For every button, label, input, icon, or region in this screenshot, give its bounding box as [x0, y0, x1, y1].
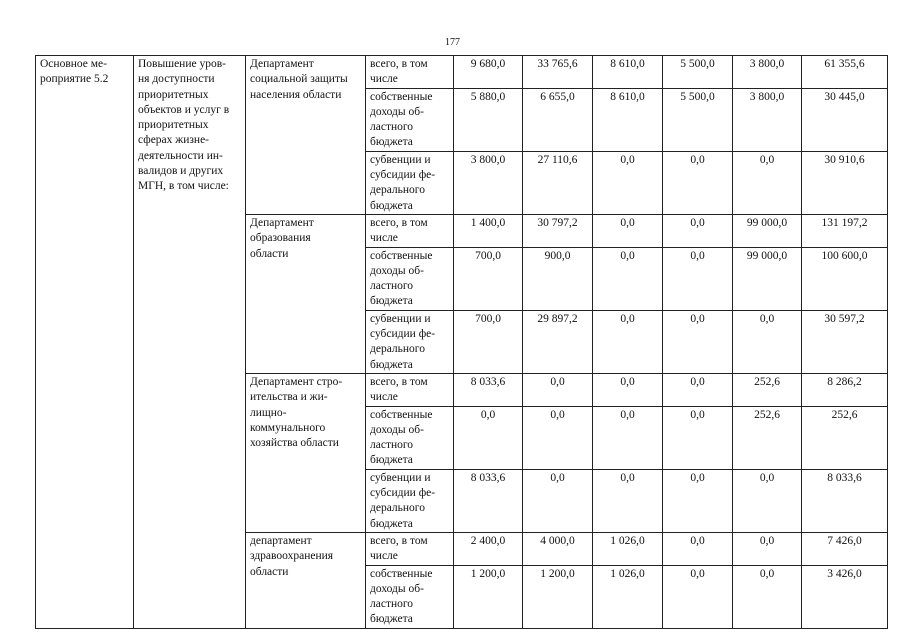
amount-cell: 6 655,0: [523, 88, 593, 151]
amount-cell: 30 910,6: [802, 151, 888, 214]
amount-cell: 0,0: [593, 151, 663, 214]
amount-cell: 0,0: [663, 406, 733, 469]
amount-cell: 30 597,2: [802, 310, 888, 373]
budget-table-body: [36, 56, 888, 629]
department-name-cell: Департамент стро- ительства и жи- лищно- коммунального хозяйства области: [246, 373, 366, 532]
amount-cell: 8 033,6: [454, 469, 523, 532]
amount-cell: 9 680,0: [454, 56, 523, 89]
amount-cell: 3 800,0: [733, 56, 802, 89]
budget-table: [35, 55, 888, 629]
funding-type-cell: субвенции и субсидии фе- дерального бюджета: [366, 469, 454, 532]
amount-cell: 2 400,0: [454, 532, 523, 565]
amount-cell: 8 033,6: [454, 373, 523, 406]
table-row: [36, 56, 888, 89]
amount-cell: 0,0: [733, 532, 802, 565]
amount-cell: 0,0: [663, 151, 733, 214]
funding-type-cell: собственные доходы об- ластного бюджета: [366, 247, 454, 310]
amount-cell: 30 797,2: [523, 214, 593, 247]
amount-cell: 4 000,0: [523, 532, 593, 565]
amount-cell: 5 500,0: [663, 56, 733, 89]
amount-cell: 99 000,0: [733, 214, 802, 247]
funding-type-cell: всего, в том числе: [366, 56, 454, 89]
amount-cell: 0,0: [733, 469, 802, 532]
amount-cell: 8 610,0: [593, 88, 663, 151]
amount-cell: 131 197,2: [802, 214, 888, 247]
amount-cell: 900,0: [523, 247, 593, 310]
amount-cell: 29 897,2: [523, 310, 593, 373]
amount-cell: 252,6: [733, 406, 802, 469]
amount-cell: 0,0: [523, 469, 593, 532]
amount-cell: 8 033,6: [802, 469, 888, 532]
funding-type-cell: собственные доходы об- ластного бюджета: [366, 88, 454, 151]
amount-cell: 0,0: [733, 151, 802, 214]
amount-cell: 7 426,0: [802, 532, 888, 565]
amount-cell: 0,0: [593, 373, 663, 406]
amount-cell: 30 445,0: [802, 88, 888, 151]
amount-cell: 0,0: [523, 406, 593, 469]
department-name-cell: департамент здравоохранения области: [246, 532, 366, 628]
amount-cell: 1 026,0: [593, 532, 663, 565]
funding-type-cell: субвенции и субсидии фе- дерального бюджета: [366, 310, 454, 373]
activity-description-cell: Повышение уров- ня доступности приоритетных объектов и услуг в приоритетных сферах жизне- деятельности ин- валидов и других МГН, в том числе:: [134, 56, 246, 629]
amount-cell: 3 800,0: [454, 151, 523, 214]
amount-cell: 0,0: [663, 565, 733, 628]
amount-cell: 0,0: [593, 406, 663, 469]
amount-cell: 0,0: [663, 247, 733, 310]
amount-cell: 0,0: [593, 469, 663, 532]
amount-cell: 0,0: [733, 310, 802, 373]
funding-type-cell: всего, в том числе: [366, 373, 454, 406]
amount-cell: 0,0: [523, 373, 593, 406]
amount-cell: 700,0: [454, 310, 523, 373]
amount-cell: 8 610,0: [593, 56, 663, 89]
amount-cell: 0,0: [454, 406, 523, 469]
amount-cell: 252,6: [733, 373, 802, 406]
amount-cell: 3 800,0: [733, 88, 802, 151]
funding-type-cell: собственные доходы об- ластного бюджета: [366, 565, 454, 628]
amount-cell: 33 765,6: [523, 56, 593, 89]
amount-cell: 0,0: [593, 310, 663, 373]
amount-cell: 0,0: [663, 469, 733, 532]
amount-cell: 0,0: [663, 310, 733, 373]
funding-type-cell: всего, в том числе: [366, 214, 454, 247]
amount-cell: 5 880,0: [454, 88, 523, 151]
amount-cell: 5 500,0: [663, 88, 733, 151]
department-name-cell: Департамент образования области: [246, 214, 366, 373]
amount-cell: 8 286,2: [802, 373, 888, 406]
amount-cell: 1 400,0: [454, 214, 523, 247]
amount-cell: 1 026,0: [593, 565, 663, 628]
amount-cell: 100 600,0: [802, 247, 888, 310]
funding-type-cell: субвенции и субсидии фе- дерального бюджета: [366, 151, 454, 214]
amount-cell: 3 426,0: [802, 565, 888, 628]
amount-cell: 61 355,6: [802, 56, 888, 89]
amount-cell: 0,0: [663, 373, 733, 406]
amount-cell: 0,0: [733, 565, 802, 628]
amount-cell: 0,0: [593, 214, 663, 247]
department-name-cell: Департамент социальной защиты населения области: [246, 56, 366, 215]
funding-type-cell: всего, в том числе: [366, 532, 454, 565]
amount-cell: 0,0: [593, 247, 663, 310]
amount-cell: 27 110,6: [523, 151, 593, 214]
amount-cell: 700,0: [454, 247, 523, 310]
amount-cell: 0,0: [663, 214, 733, 247]
amount-cell: 0,0: [663, 532, 733, 565]
amount-cell: 1 200,0: [454, 565, 523, 628]
funding-type-cell: собственные доходы об- ластного бюджета: [366, 406, 454, 469]
amount-cell: 99 000,0: [733, 247, 802, 310]
amount-cell: 252,6: [802, 406, 888, 469]
activity-code-cell: Основное ме- роприятие 5.2: [36, 56, 134, 629]
amount-cell: 1 200,0: [523, 565, 593, 628]
page-number: 177: [445, 37, 460, 48]
